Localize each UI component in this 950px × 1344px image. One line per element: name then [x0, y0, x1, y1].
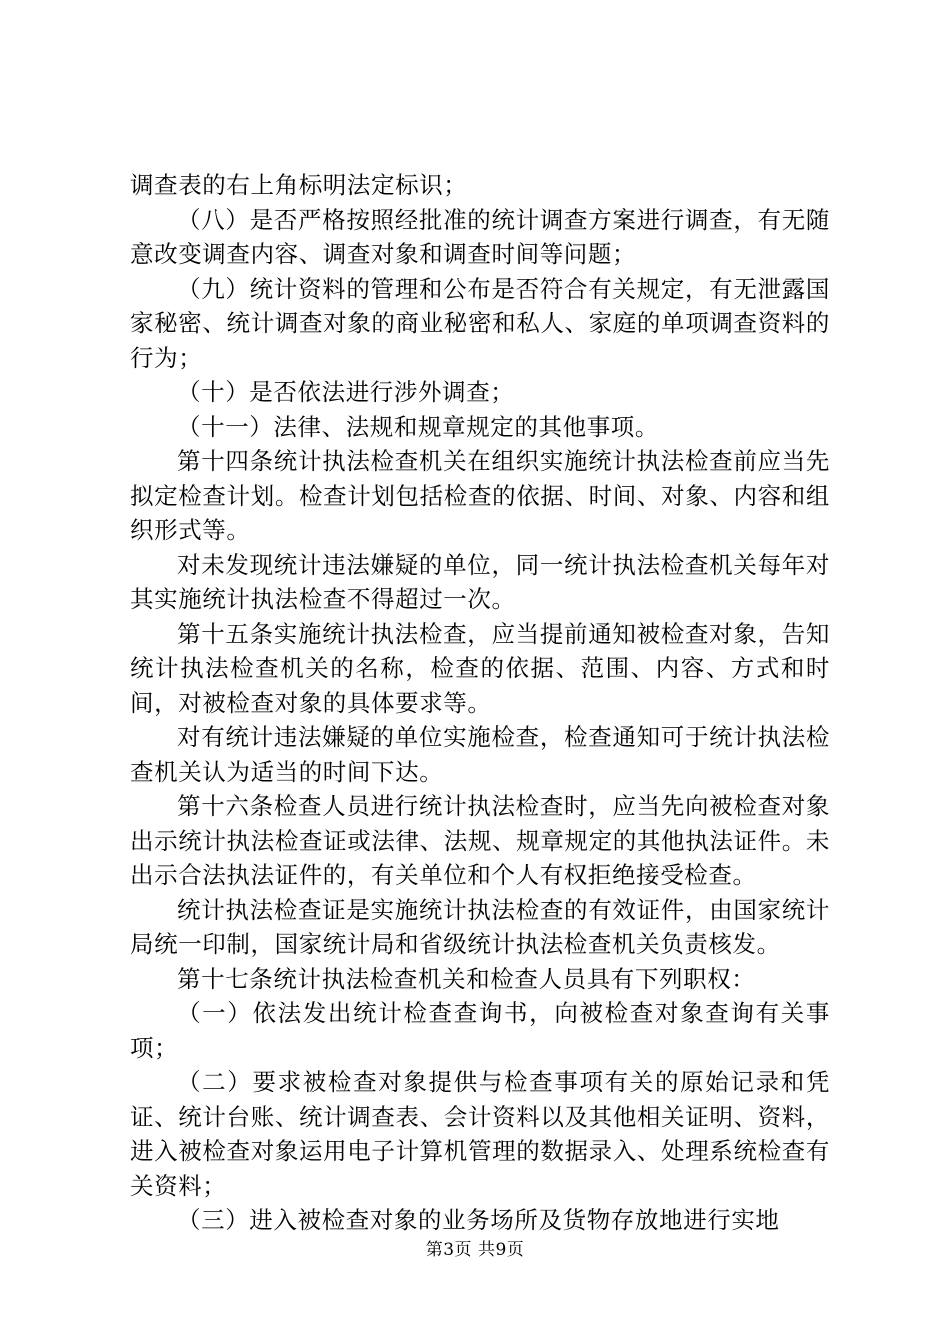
paragraph-article-16-clause: 统计执法检查证是实施统计执法检查的有效证件，由国家统计局统一印制，国家统计局和省级统计执法检查机关负责核发。 [130, 895, 830, 958]
paragraph-item-10: （十）是否依法进行涉外调查； [177, 378, 515, 406]
paragraph-article-17: 第十七条统计执法检查机关和检查人员具有下列职权： [177, 964, 756, 993]
paragraph-item-9: （九）统计资料的管理和公布是否符合有关规定，有无泄露国家秘密、统计调查对象的商业秘密和私人、家庭的单项调查资料的行为； [130, 274, 830, 372]
paragraph-article-14-clause: 对未发现统计违法嫌疑的单位，同一统计执法检查机关每年对其实施统计执法检查不得超过一次。 [130, 550, 830, 613]
paragraph-article-15: 第十五条实施统计执法检查，应当提前通知被检查对象，告知统计执法检查机关的名称，检查的依据、范围、内容、方式和时间，对被检查对象的具体要求等。 [130, 619, 830, 717]
paragraph-article-14: 第十四条统计执法检查机关在组织实施统计执法检查前应当先拟定检查计划。检查计划包括检查的依据、时间、对象、内容和组织形式等。 [130, 447, 830, 544]
paragraph-power-1: （一）依法发出统计检查查询书，向被检查对象查询有关事项； [130, 999, 830, 1062]
paragraph-power-3: （三）进入被检查对象的业务场所及货物存放地进行实地 [177, 1206, 780, 1234]
paragraph-article-15-clause: 对有统计违法嫌疑的单位实施检查，检查通知可于统计执法检查机关认为适当的时间下达。 [130, 723, 830, 786]
paragraph-item-8: （八）是否严格按照经批准的统计调查方案进行调查，有无随意改变调查内容、调查对象和调查时间等问题； [130, 205, 830, 268]
document-body [130, 168, 830, 1238]
page-footer [0, 1240, 950, 1260]
paragraph-continuation: 调查表的右上角标明法定标识； [130, 171, 468, 199]
page-number-label: 第3页 共9页 [425, 1240, 525, 1260]
paragraph-item-11: （十一）法律、法规和规章规定的其他事项。 [177, 412, 659, 441]
paragraph-power-2: （二）要求被检查对象提供与检查事项有关的原始记录和凭证、统计台账、统计调查表、会计资料以及其他相关证明、资料，进入被检查对象运用电子计算机管理的数据录入、处理系统检查有关资料； [130, 1068, 830, 1200]
paragraph-article-16: 第十六条检查人员进行统计执法检查时，应当先向被检查对象出示统计执法检查证或法律、法规、规章规定的其他执法证件。未出示合法执法证件的，有关单位和个人有权拒绝接受检查。 [130, 792, 830, 889]
